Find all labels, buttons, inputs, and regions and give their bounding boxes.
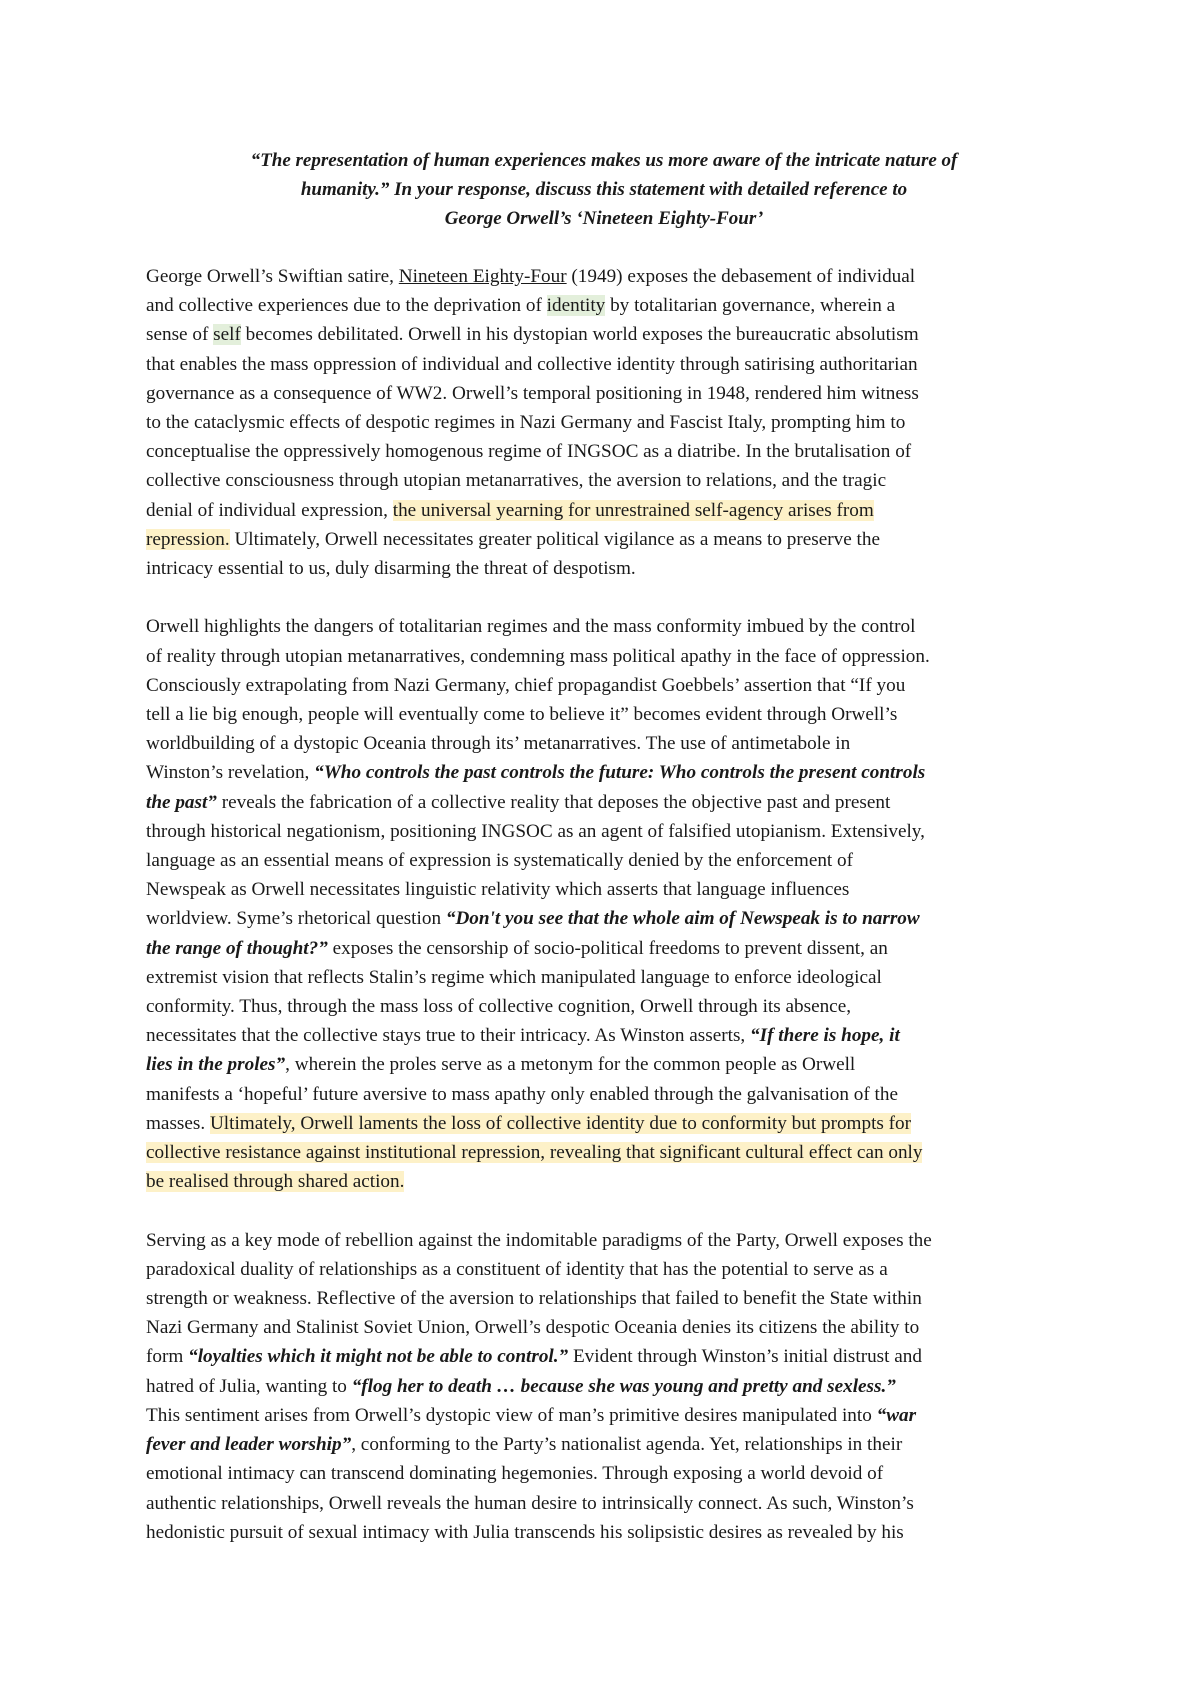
text-line bbox=[146, 1226, 1062, 1255]
text-run: intricacy essential to us, duly disarming the threat of despotism. bbox=[146, 558, 636, 580]
text-line bbox=[146, 817, 1062, 846]
text-run: of reality through utopian metanarratives, condemning mass political apathy in the face of oppression. bbox=[146, 645, 930, 667]
text-run: by totalitarian governance, wherein a bbox=[605, 295, 896, 317]
text-run: to the cataclysmic effects of despotic regimes in Nazi Germany and Fascist Italy, prompting him to bbox=[146, 412, 906, 434]
text-line bbox=[146, 1021, 1062, 1050]
text-run: Newspeak as Orwell necessitates linguistic relativity which asserts that language influences bbox=[146, 879, 850, 901]
highlight-green: self bbox=[213, 324, 241, 346]
text-run: paradoxical duality of relationships as a constituent of identity that has the potential to serve as a bbox=[146, 1258, 888, 1280]
essay-body bbox=[146, 262, 1062, 1547]
text-run: exposes the censorship of socio-political freedoms to prevent dissent, an bbox=[327, 937, 888, 959]
text-run: worldbuilding of a dystopic Oceania through its’ metanarratives. The use of antimetabole in bbox=[146, 733, 851, 755]
prompt-line: humanity.” In your response, discuss this statement with detailed reference to bbox=[300, 179, 908, 200]
text-line bbox=[146, 408, 1062, 437]
text-line bbox=[146, 1284, 1062, 1313]
text-run: becomes debilitated. Orwell in his dystopian world exposes the bureaucratic absolutism bbox=[240, 324, 919, 346]
highlight-yellow: the universal yearning for unrestrained self-agency arises from bbox=[392, 499, 874, 521]
prompt-line: “The representation of human experiences makes us more aware of the intricate nature of bbox=[250, 150, 958, 171]
quotation: lies in the proles” bbox=[146, 1054, 286, 1076]
paragraph-3 bbox=[146, 1226, 1062, 1547]
text-run: through historical negationism, positioning INGSOC as an agent of falsified utopianism. Extensively, bbox=[146, 820, 925, 842]
text-run: form bbox=[146, 1346, 189, 1368]
text-run: George Orwell’s Swiftian satire, bbox=[146, 266, 399, 287]
text-line bbox=[146, 1430, 1062, 1459]
text-line bbox=[146, 642, 1062, 671]
text-line bbox=[146, 1255, 1062, 1284]
text-run: emotional intimacy can transcend dominating hegemonies. Through exposing a world devoid of bbox=[146, 1463, 884, 1485]
prompt-line: George Orwell’s ‘Nineteen Eighty-Four’ bbox=[444, 208, 764, 229]
text-line bbox=[146, 934, 1062, 963]
text-line bbox=[146, 1080, 1062, 1109]
text-line bbox=[146, 846, 1062, 875]
text-line bbox=[146, 437, 1062, 466]
paragraph-2 bbox=[146, 612, 1062, 1196]
text-line bbox=[146, 729, 1062, 758]
text-line bbox=[146, 1313, 1062, 1342]
text-run: hatred of Julia, wanting to bbox=[146, 1375, 352, 1397]
quotation: “war bbox=[876, 1404, 917, 1426]
text-run: governance as a consequence of WW2. Orwell’s temporal positioning in 1948, rendered him witness bbox=[146, 382, 919, 404]
text-run: worldview. Syme’s rhetorical question bbox=[146, 908, 446, 930]
text-line bbox=[146, 554, 1062, 583]
text-run: Evident through Winston’s initial distrust and bbox=[568, 1346, 922, 1368]
text-line bbox=[146, 904, 1062, 933]
text-run: , wherein the proles serve as a metonym for the common people as Orwell bbox=[285, 1054, 856, 1076]
text-line bbox=[146, 1342, 1062, 1371]
text-run: Winston’s revelation, bbox=[146, 762, 315, 784]
quotation: fever and leader worship” bbox=[146, 1434, 352, 1456]
text-run: reveals the fabrication of a collective reality that deposes the objective past and present bbox=[216, 791, 891, 813]
text-line bbox=[146, 1167, 1062, 1196]
text-line bbox=[146, 1489, 1062, 1518]
text-line bbox=[146, 1518, 1062, 1547]
highlight-yellow: be realised through shared action. bbox=[146, 1171, 405, 1193]
text-run: Ultimately, Orwell necessitates greater political vigilance as a means to preserve the bbox=[229, 528, 880, 550]
text-title: Nineteen Eighty-Four bbox=[398, 266, 567, 287]
text-line bbox=[146, 788, 1062, 817]
text-run: language as an essential means of expression is systematically denied by the enforcement of bbox=[146, 850, 854, 872]
text-line bbox=[146, 1050, 1062, 1079]
text-line bbox=[146, 262, 1062, 291]
text-run: Consciously extrapolating from Nazi Germany, chief propagandist Goebbels’ assertion that “If you bbox=[146, 674, 906, 696]
text-line bbox=[146, 671, 1062, 700]
text-line bbox=[146, 1138, 1062, 1167]
text-run: sense of bbox=[146, 324, 214, 346]
quotation: the range of thought?” bbox=[146, 937, 328, 959]
text-run: authentic relationships, Orwell reveals the human desire to intrinsically connect. As such, Winston’s bbox=[146, 1492, 914, 1514]
text-line bbox=[146, 700, 1062, 729]
text-run: collective consciousness through utopian metanarratives, the aversion to relations, and the tragic bbox=[146, 470, 887, 492]
quotation: “flog her to death … because she was young and pretty and sexless.” bbox=[351, 1375, 896, 1397]
text-run: conceptualise the oppressively homogenous regime of INGSOC as a diatribe. In the brutalisation of bbox=[146, 441, 912, 463]
text-line bbox=[146, 875, 1062, 904]
text-run: conformity. Thus, through the mass loss of collective cognition, Orwell through its absence, bbox=[146, 996, 852, 1018]
text-run: , conforming to the Party’s nationalist agenda. Yet, relationships in their bbox=[351, 1434, 903, 1456]
quotation: “Don't you see that the whole aim of Newspeak is to narrow bbox=[445, 908, 920, 930]
highlight-yellow: collective resistance against institutional repression, revealing that significant cultural effect can only bbox=[146, 1142, 923, 1164]
text-line bbox=[146, 496, 1062, 525]
text-line bbox=[146, 963, 1062, 992]
quotation: “Who controls the past controls the future: Who controls the present controls bbox=[314, 762, 926, 784]
text-line bbox=[146, 1459, 1062, 1488]
text-run: Orwell highlights the dangers of totalitarian regimes and the mass conformity imbued by the control bbox=[146, 616, 916, 638]
text-line bbox=[146, 758, 1062, 787]
text-line bbox=[146, 320, 1062, 349]
quotation: the past” bbox=[146, 791, 217, 813]
text-run: hedonistic pursuit of sexual intimacy with Julia transcends his solipsistic desires as revealed by his bbox=[146, 1521, 904, 1543]
text-line bbox=[146, 379, 1062, 408]
text-run: extremist vision that reflects Stalin’s regime which manipulated language to enforce ideological bbox=[146, 966, 882, 988]
highlight-green: identity bbox=[546, 295, 606, 317]
text-run: strength or weakness. Reflective of the aversion to relationships that failed to benefit the State within bbox=[146, 1288, 922, 1310]
text-line bbox=[146, 612, 1062, 641]
text-run: that enables the mass oppression of individual and collective identity through satirising authoritarian bbox=[146, 353, 918, 375]
text-line bbox=[146, 350, 1062, 379]
text-line bbox=[146, 992, 1062, 1021]
text-run: denial of individual expression, bbox=[146, 499, 393, 521]
text-run: manifests a ‘hopeful’ future aversive to mass apathy only enabled through the galvanisation of the bbox=[146, 1083, 898, 1105]
text-run: masses. bbox=[146, 1112, 210, 1134]
paragraph-1 bbox=[146, 262, 1062, 583]
essay-prompt bbox=[146, 146, 1062, 233]
text-run: necessitates that the collective stays true to their intricacy. As Winston asserts, bbox=[146, 1025, 751, 1047]
text-line bbox=[146, 291, 1062, 320]
text-run: This sentiment arises from Orwell’s dystopic view of man’s primitive desires manipulated into bbox=[146, 1404, 877, 1426]
quotation: “loyalties which it might not be able to control.” bbox=[188, 1346, 569, 1368]
document-page bbox=[146, 146, 1062, 1576]
text-line bbox=[146, 1372, 1062, 1401]
text-line bbox=[146, 525, 1062, 554]
text-line bbox=[146, 1109, 1062, 1138]
highlight-yellow: Ultimately, Orwell laments the loss of collective identity due to conformity but prompts for bbox=[209, 1112, 912, 1134]
text-line bbox=[146, 1401, 1062, 1430]
text-run: tell a lie big enough, people will eventually come to believe it” becomes evident through Orwell’s bbox=[146, 704, 898, 726]
text-line bbox=[146, 466, 1062, 495]
text-run: Nazi Germany and Stalinist Soviet Union, Orwell’s despotic Oceania denies its citizens the ability to bbox=[146, 1317, 920, 1339]
text-run: and collective experiences due to the deprivation of bbox=[146, 295, 547, 317]
text-run: (1949) exposes the debasement of individual bbox=[566, 266, 916, 287]
highlight-yellow: repression. bbox=[146, 528, 230, 550]
text-run: Serving as a key mode of rebellion against the indomitable paradigms of the Party, Orwell exposes the bbox=[146, 1229, 932, 1251]
quotation: “If there is hope, it bbox=[750, 1025, 900, 1047]
